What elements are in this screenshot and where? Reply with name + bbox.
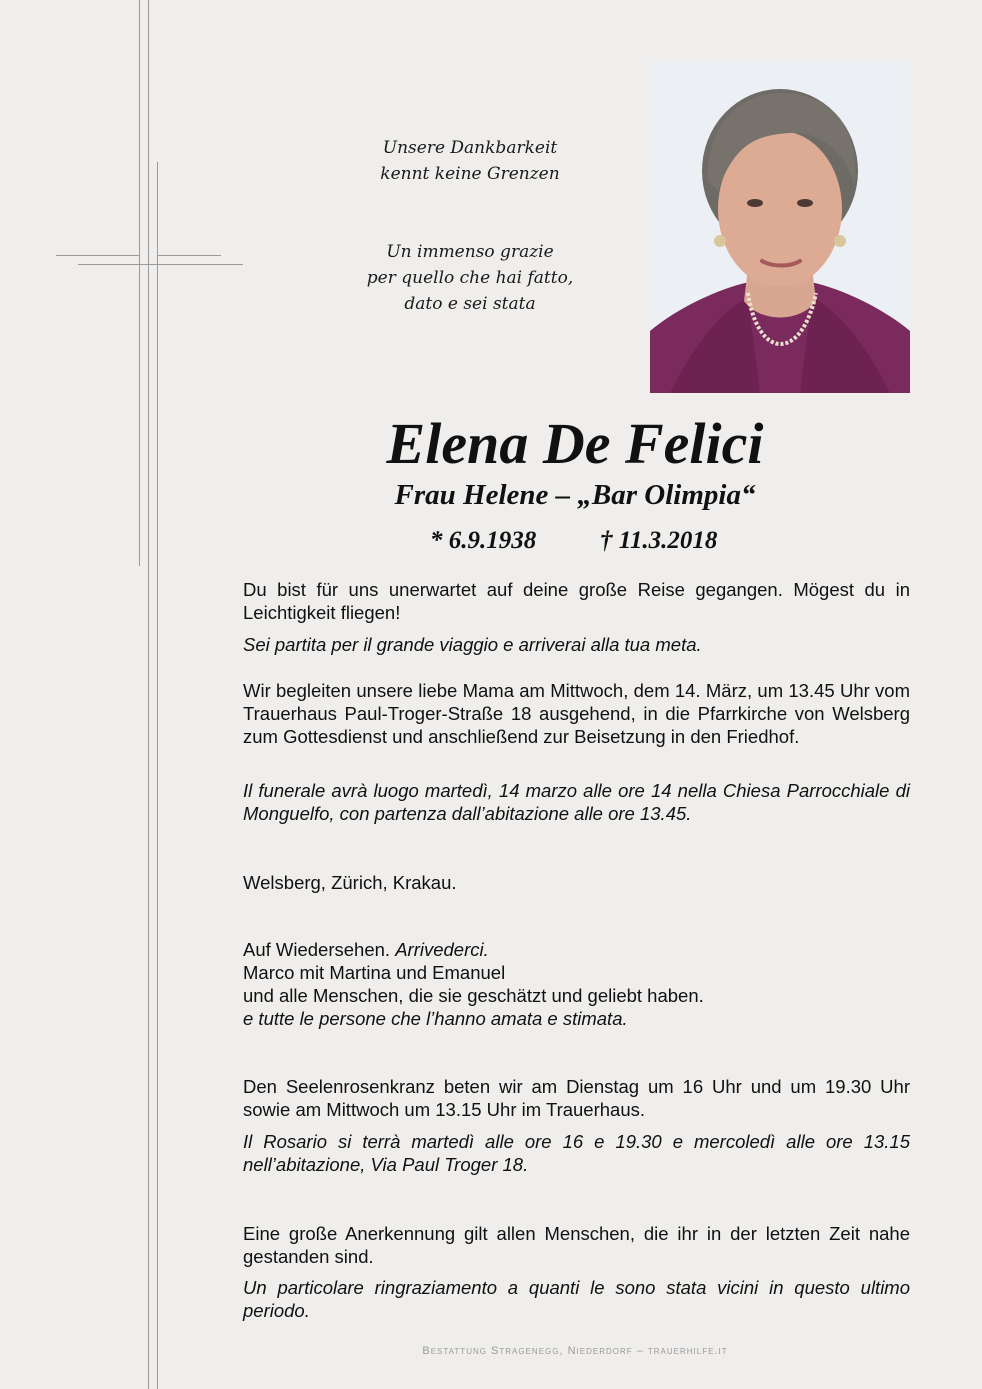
farewell-german: Auf Wiedersehen. — [243, 939, 391, 960]
quote-german — [350, 135, 590, 187]
family-line-2: und alle Menschen, die sie geschätzt und geliebt haben. — [243, 985, 704, 1006]
paragraph-german-2: Wir begleiten unsere liebe Mama am Mittwoch, dem 14. März, um 13.45 Uhr vom Trauerhaus Paul-Troger-Straße 18 ausgehend, in die Pfarrkirche von Welsberg zum Gottesdienst und anschließend zur Beisetzung in den Friedhof. — [243, 680, 910, 747]
paragraph-german-1: Du bist für uns unerwartet auf deine große Reise gegangen. Mögest du in Leichtigkeit fliegen! — [243, 579, 910, 623]
farewell-line — [243, 938, 910, 961]
paragraph-italian-2: Il funerale avrà luogo martedì, 14 marzo alle ore 14 nella Chiesa Parrocchiale di Monguelfo, con partenza dall’abitazione alle ore 13.45. — [243, 780, 910, 824]
paragraph-italian-5: Un particolare ringraziamento a quanti le sono stata vicini in questo ultimo periodo. — [243, 1277, 910, 1321]
cross-horizontal-line-top — [56, 255, 140, 256]
quote-italian-line-2: per quello che hai fatto, — [366, 268, 574, 288]
birth-date: * 6.9.1938 — [430, 527, 537, 554]
deceased-alias: Frau Helene – „Bar Olimpia“ — [394, 479, 756, 511]
family-line-italian: e tutte le persone che l’hanno amata e stimata. — [243, 1008, 628, 1029]
paragraph-german-5: Eine große Anerkennung gilt allen Menschen, die ihr in der letzten Zeit nahe gestanden sind. — [243, 1223, 910, 1267]
farewell-italian: Arrivederci. — [395, 939, 489, 960]
death-date: † 11.3.2018 — [600, 527, 718, 554]
paragraph-german-4: Den Seelenrosenkranz beten wir am Dienstag um 16 Uhr und um 19.30 Uhr sowie am Mittwoch um 13.15 Uhr im Trauerhaus. — [243, 1076, 910, 1120]
quote-italian — [345, 239, 595, 317]
quote-italian-line-1: Un immenso grazie — [386, 242, 554, 262]
cross-vertical-line-left — [139, 0, 140, 566]
paragraph-italian-1: Sei partita per il grande viaggio e arriverai alla tua meta. — [243, 634, 702, 655]
family-line-1: Marco mit Martina und Emanuel — [243, 962, 506, 983]
portrait-photo — [650, 61, 910, 393]
quote-german-line-1: Unsere Dankbarkeit — [382, 138, 558, 158]
quote-german-line-2: kennt keine Grenzen — [380, 164, 560, 184]
cross-horizontal-line-top-right — [157, 255, 221, 256]
deceased-name: Elena De Felici — [386, 411, 764, 476]
quote-italian-line-3: dato e sei stata — [404, 294, 536, 314]
farewell-block — [243, 938, 910, 1030]
cross-vertical-line-inner — [157, 162, 158, 1389]
footer-credit: Bestattung Stragenegg, Niederdorf – trauerhilfe.it — [422, 1345, 728, 1357]
cross-vertical-line-right — [148, 0, 149, 1389]
paragraph-italian-4: Il Rosario si terrà martedì alle ore 16 e 19.30 e mercoledì alle ore 13.15 nell’abitazione, Via Paul Troger 18. — [243, 1131, 910, 1175]
cross-horizontal-line-bottom — [78, 264, 243, 265]
places-line: Welsberg, Zürich, Krakau. — [243, 872, 457, 893]
